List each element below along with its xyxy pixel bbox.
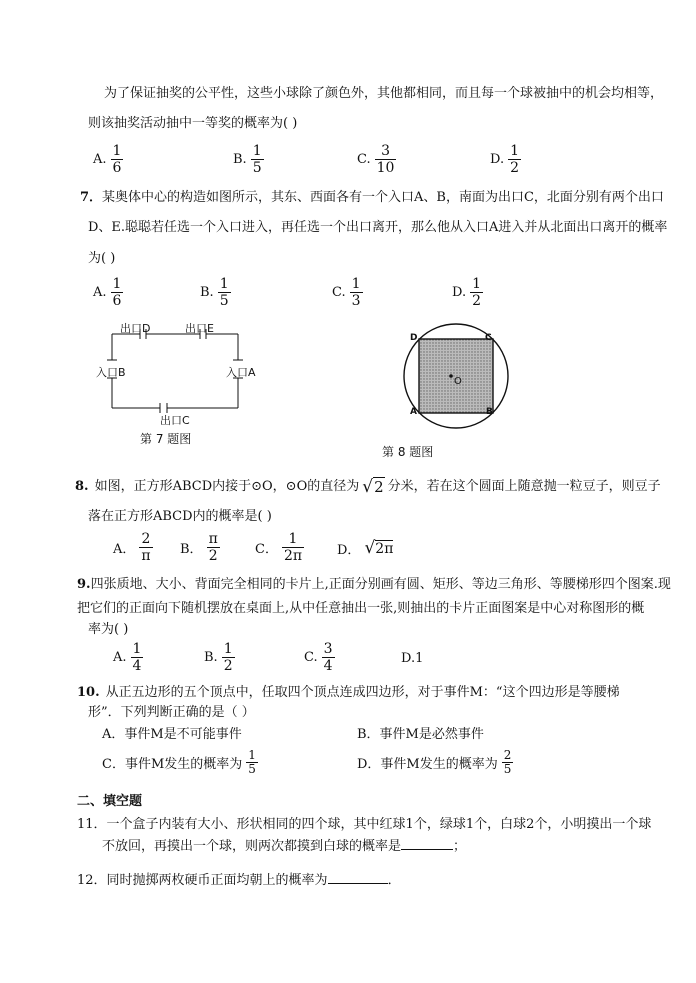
- q8-line2: 落在正方形ABCD内的概率是( ): [88, 509, 272, 524]
- q8-label-d: D: [410, 333, 418, 343]
- q8-label-a: A: [410, 407, 417, 417]
- q8-option-d: D． √ 2π: [337, 538, 394, 558]
- q9-option-b: B. $\frac{1}{2}$: [204, 641, 233, 674]
- q8-option-a: A． $\frac{2}{\pi}$: [113, 531, 151, 564]
- q6-line1: 为了保证抽奖的公平性，这些小球除了颜色外，其他都相同，而且每一个球被抽中的机会均相等，: [104, 86, 664, 101]
- q8-line1: [75, 477, 661, 496]
- q8-figure-caption: 第 8 题图: [382, 445, 434, 459]
- q6-option-d: D. $\frac{1}{2}$: [490, 143, 520, 176]
- q8-option-b: B． $\frac{\pi}{2}$: [180, 531, 218, 564]
- q7-label-entry-a: 入口A: [226, 366, 256, 379]
- q9-line1: [77, 576, 671, 594]
- q7-line3: 为( ): [88, 251, 116, 266]
- q6-option-b: B. $\frac{1}{5}$: [233, 143, 262, 176]
- q7-label-exit-e: 出口E: [185, 322, 214, 335]
- q6-line2: 则该抽奖活动抽中一等奖的概率为( ): [88, 116, 298, 131]
- q7-option-a: A. $\frac{1}{6}$: [93, 276, 122, 309]
- q8-number: 8.: [75, 478, 89, 494]
- q8-option-c: C． $\frac{1}{2\pi}$: [255, 531, 303, 564]
- q10-option-b: B．事件M是必然事件: [357, 727, 484, 742]
- q12-line1: [77, 872, 401, 890]
- q6-option-a: A. $\frac{1}{6}$: [93, 143, 122, 176]
- q12-tail: ．: [387, 873, 401, 888]
- q11-text1: 一个盒子内装有大小、形状相同的四个球，其中红球1个，绿球1个，白球2个，小明摸出一个球: [106, 817, 652, 832]
- q7-text1: 某奥体中心的构造如图所示，其东、西面各有一个入口A、B，南面为出口C，北面分别有两个出口: [102, 190, 664, 205]
- q8-label-b: B: [486, 407, 493, 417]
- q11-text2: 不放回，再摸出一个球，则两次都摸到白球的概率是: [102, 839, 402, 854]
- q7-line1: [80, 189, 664, 207]
- q10-line2: 形”．下列判断正确的是（ ）: [88, 705, 255, 720]
- q9-text1: 四张质地、大小、背面完全相同的卡片上,正面分别画有圆、矩形、等边三角形、等腰梯形四个图案.现: [90, 577, 671, 592]
- section-fill-in-title: 二、填空题: [77, 794, 143, 809]
- q8-label-c: C: [485, 333, 492, 343]
- q12-text1: 同时抛掷两枚硬币正面均朝上的概率为: [106, 873, 328, 888]
- q11-answer-blank[interactable]: [401, 849, 453, 850]
- q11-line1: [77, 816, 651, 834]
- q8-label-o: O: [454, 376, 462, 387]
- q8-text1a: 如图，正方形ABCD内接于⊙O，⊙O的直径为: [94, 478, 360, 494]
- q9-line3: 率为( ): [88, 622, 129, 637]
- q8-text1b: 分米，若在这个圆面上随意抛一粒豆子，则豆子: [387, 478, 661, 494]
- q7-line2: D、E.聪聪若任选一个入口进入，再任选一个出口离开，那么他从入口A进入并从北面出口离开的概率: [88, 220, 668, 235]
- q7-option-d: D. $\frac{1}{2}$: [452, 276, 482, 309]
- q9-line2: 把它们的正面向下随机摆放在桌面上,从中任意抽出一张,则抽出的卡片正面图案是中心对称图形的概: [77, 601, 645, 616]
- q10-option-d: D．事件M发生的概率为 $\frac{2}{5}$: [357, 748, 512, 776]
- q10-option-a: A．事件M是不可能事件: [102, 727, 242, 742]
- q7-label-exit-c: 出口C: [160, 414, 190, 427]
- q7-label-entry-b: 入口B: [96, 366, 126, 379]
- q9-option-a: A. $\frac{1}{4}$: [113, 641, 142, 674]
- q9-option-c: C. $\frac{3}{4}$: [304, 641, 333, 674]
- q11-tail: ；: [453, 839, 467, 854]
- q11-line2: [102, 838, 466, 856]
- q6-option-c: C. $\frac{3}{10}$: [357, 143, 395, 176]
- q7-label-exit-d: 出口D: [120, 322, 151, 335]
- q10-text1: 从正五边形的五个顶点中，任取四个顶点连成四边形，对于事件M：“这个四边形是等腰梯: [105, 685, 620, 700]
- q7-figure-caption: 第 7 题图: [140, 432, 192, 446]
- q7-option-c: C. $\frac{1}{3}$: [332, 276, 361, 309]
- q10-line1: [77, 684, 620, 702]
- q10-option-c: C．事件M发生的概率为 $\frac{1}{5}$: [102, 748, 256, 776]
- q12-number: 12．: [77, 873, 107, 888]
- q9-number: 9.: [77, 577, 91, 592]
- q9-option-d: D. 1: [401, 651, 424, 666]
- q11-number: 11．: [77, 817, 107, 832]
- q10-number: 10.: [77, 685, 100, 700]
- q7-option-b: B. $\frac{1}{5}$: [200, 276, 229, 309]
- q8-sqrt: √ 2: [362, 477, 384, 497]
- q12-answer-blank[interactable]: [328, 883, 388, 884]
- q7-number: 7．: [80, 190, 103, 205]
